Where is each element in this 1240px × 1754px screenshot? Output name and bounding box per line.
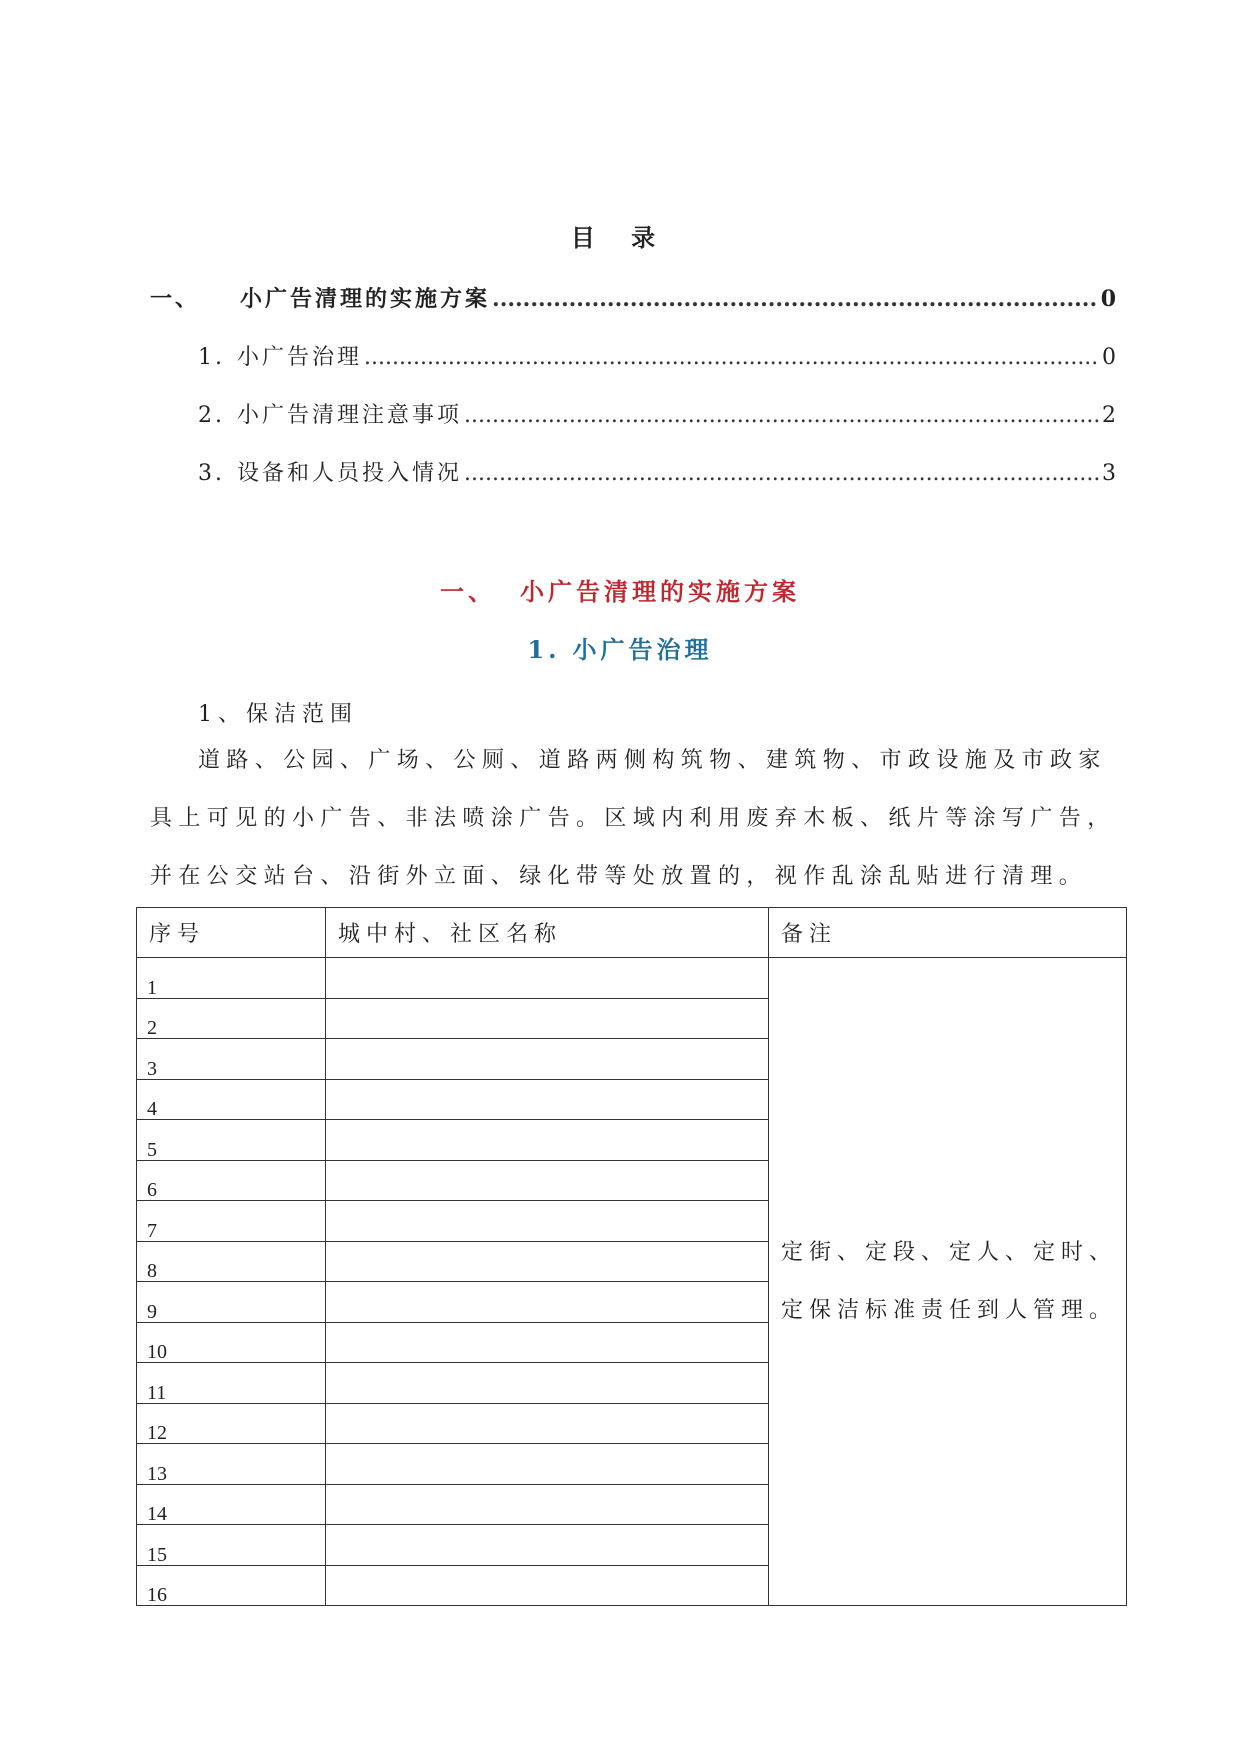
toc-entry-number: 1. bbox=[198, 345, 225, 370]
row-seq: 13 bbox=[137, 1444, 326, 1485]
toc-entry-page: 3 bbox=[1102, 461, 1116, 486]
remark-line: 定街、定段、定人、定时、 bbox=[781, 1239, 1118, 1265]
sub-heading: 1、保洁范围 bbox=[198, 702, 358, 727]
row-name-cell[interactable] bbox=[326, 1484, 769, 1525]
row-seq: 9 bbox=[137, 1282, 326, 1323]
row-seq: 12 bbox=[137, 1403, 326, 1444]
row-name-cell[interactable] bbox=[326, 1120, 769, 1161]
section-number: 一、 bbox=[440, 577, 496, 606]
row-name-cell[interactable] bbox=[326, 998, 769, 1039]
toc-entry-page: 0 bbox=[1102, 345, 1116, 370]
community-table bbox=[136, 907, 1127, 1606]
row-name-cell[interactable] bbox=[326, 1363, 769, 1404]
toc-entry-number: 一、 bbox=[150, 286, 201, 312]
row-name-cell[interactable] bbox=[326, 1039, 769, 1080]
toc-entry-label: 小广告治理 bbox=[237, 345, 363, 370]
row-name-cell[interactable] bbox=[326, 1282, 769, 1323]
toc-entry-number: 3. bbox=[198, 461, 225, 486]
row-seq: 11 bbox=[137, 1363, 326, 1404]
row-seq: 7 bbox=[137, 1201, 326, 1242]
row-name-cell[interactable] bbox=[326, 1565, 769, 1606]
toc-entry[interactable] bbox=[198, 340, 1116, 371]
row-name-cell[interactable] bbox=[326, 1403, 769, 1444]
header-name: 城中村、社区名称 bbox=[326, 908, 769, 958]
toc-entry-page: 2 bbox=[1102, 403, 1116, 428]
row-name-cell[interactable] bbox=[326, 1079, 769, 1120]
toc-entry-page: 0 bbox=[1100, 286, 1116, 312]
toc-leader-dots bbox=[464, 461, 1100, 486]
body-paragraph: 道路、公园、广场、公厕、道路两侧构筑物、建筑物、市政设施及市政家具上可见的小广告、非法喷涂广告。区域内利用废弃木板、纸片等涂写广告，并在公交站台、沿街外立面、绿化带等处放置的，视作乱涂乱贴进行清理。 bbox=[150, 748, 1116, 889]
section-title: 小广告清理的实施方案 bbox=[520, 577, 800, 606]
toc-title: 目 录 bbox=[570, 223, 670, 252]
header-seq: 序号 bbox=[137, 908, 326, 958]
row-name-cell[interactable] bbox=[326, 1241, 769, 1282]
row-seq: 5 bbox=[137, 1120, 326, 1161]
remark-cell bbox=[769, 958, 1127, 1606]
row-seq: 8 bbox=[137, 1241, 326, 1282]
toc-entry[interactable] bbox=[150, 282, 1116, 313]
row-seq: 16 bbox=[137, 1565, 326, 1606]
row-name-cell[interactable] bbox=[326, 1201, 769, 1242]
toc-entry-label: 小广告清理注意事项 bbox=[237, 403, 463, 428]
toc-entry[interactable] bbox=[198, 456, 1116, 487]
row-name-cell[interactable] bbox=[326, 1160, 769, 1201]
subsection-heading bbox=[0, 630, 1240, 665]
row-seq: 6 bbox=[137, 1160, 326, 1201]
row-name-cell[interactable] bbox=[326, 958, 769, 999]
remark-line: 定保洁标准责任到人管理。 bbox=[781, 1297, 1118, 1323]
toc-leader-dots bbox=[492, 286, 1099, 312]
table-row bbox=[137, 958, 1127, 999]
row-seq: 4 bbox=[137, 1079, 326, 1120]
row-name-cell[interactable] bbox=[326, 1525, 769, 1566]
row-seq: 14 bbox=[137, 1484, 326, 1525]
toc-leader-dots bbox=[464, 403, 1100, 428]
toc-entry[interactable] bbox=[198, 398, 1116, 429]
subsection-title: 小广告治理 bbox=[572, 635, 713, 664]
row-seq: 10 bbox=[137, 1322, 326, 1363]
row-name-cell[interactable] bbox=[326, 1322, 769, 1363]
table-header-row bbox=[137, 908, 1127, 958]
toc-leader-dots bbox=[364, 345, 1100, 370]
row-name-cell[interactable] bbox=[326, 1444, 769, 1485]
section-heading bbox=[0, 572, 1240, 607]
row-seq: 3 bbox=[137, 1039, 326, 1080]
toc-entry-label: 设备和人员投入情况 bbox=[237, 461, 463, 486]
row-seq: 2 bbox=[137, 998, 326, 1039]
subsection-number: 1. bbox=[527, 635, 561, 664]
header-remark: 备注 bbox=[769, 908, 1127, 958]
toc-entry-label: 小广告清理的实施方案 bbox=[240, 286, 491, 312]
row-seq: 15 bbox=[137, 1525, 326, 1566]
row-seq: 1 bbox=[137, 958, 326, 999]
toc-entry-number: 2. bbox=[198, 403, 225, 428]
